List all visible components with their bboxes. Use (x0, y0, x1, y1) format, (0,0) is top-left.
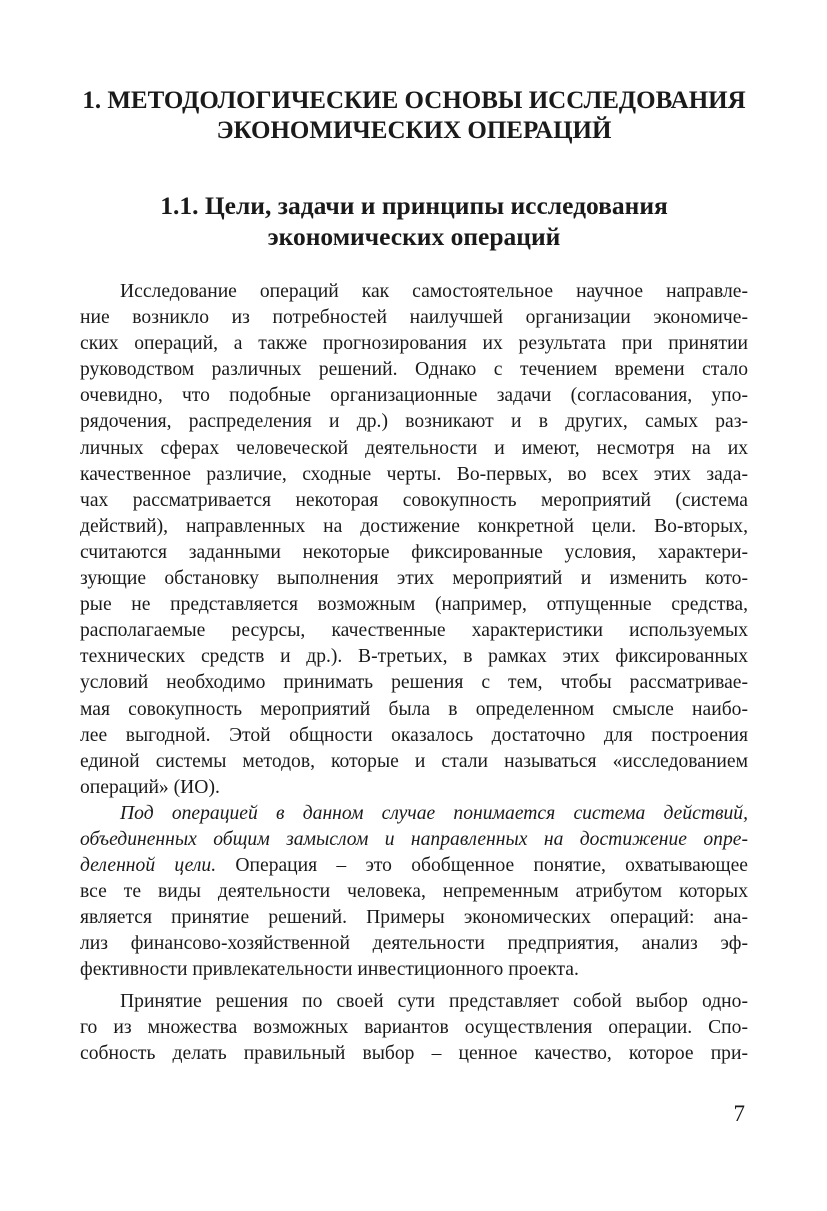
paragraph-line: чах рассматривается некоторая совокупность мероприятий (система (80, 489, 748, 511)
chapter-title (80, 86, 748, 146)
paragraph-line: располагаемые ресурсы, качественные характеристики используемых (80, 620, 748, 642)
paragraph-line: фективности привлекательности инвестиционного проекта. (80, 959, 579, 981)
body-text (80, 279, 748, 1067)
paragraph-line: лиз финансово-хозяйственной деятельности предприятия, анализ эф- (80, 933, 748, 955)
paragraph-line: ских операций, а также прогнозирования их результата при принятии (80, 333, 748, 355)
paragraph-line: рые не представляется возможным (например, отпущенные средства, (80, 594, 748, 616)
paragraph-line: считаются заданными некоторые фиксированные условия, характери- (80, 541, 748, 563)
section-title (80, 190, 748, 252)
paragraph-line: лее выгодной. Этой общности оказалось достаточно для построения (80, 724, 748, 746)
paragraph-line: действий), направленных на достижение конкретной цели. Во-вторых, (80, 515, 748, 537)
paragraph-2 (80, 801, 748, 984)
section-title-line-1: 1.1. Цели, задачи и принципы исследования (160, 191, 668, 220)
paragraph-1 (80, 279, 748, 801)
paragraph-line: технических средств и др.). В-третьих, в рамках этих фиксированных (80, 646, 748, 668)
paragraph-line-italic: Под операцией в данном случае понимается система действий, (120, 802, 748, 824)
paragraph-line: Принятие решения по своей сути представляет собой выбор одно- (120, 990, 748, 1012)
paragraph-line: мая совокупность мероприятий была в определенном смысле наибо- (80, 698, 748, 720)
paragraph-line: единой системы методов, которые и стали называться «исследованием (80, 750, 748, 772)
paragraph-line: является принятие решений. Примеры экономических операций: ана- (80, 907, 748, 929)
paragraph-line: операций» (ИО). (80, 776, 220, 798)
paragraph-line-mixed (80, 853, 748, 879)
paragraph-line: рядочения, распределения и др.) возникают и в других, самых раз- (80, 411, 748, 433)
definition-italic-end: деленной цели. (80, 855, 217, 877)
section-title-line-2: экономических операций (267, 222, 561, 251)
chapter-title-line-1: 1. МЕТОДОЛОГИЧЕСКИЕ ОСНОВЫ ИССЛЕДОВАНИЯ (82, 87, 746, 114)
chapter-title-line-2: ЭКОНОМИЧЕСКИХ ОПЕРАЦИЙ (216, 117, 612, 144)
paragraph-line: условий необходимо принимать решения с тем, чтобы рассматривае- (80, 672, 748, 694)
paragraph-line: Исследование операций как самостоятельное научное направле- (120, 281, 748, 302)
paragraph-line: руководством различных решений. Однако с течением времени стало (80, 359, 748, 381)
definition-continuation: Операция – это обобщенное понятие, охватывающее (216, 855, 748, 877)
paragraph-line: собность делать правильный выбор – ценное качество, которое при- (80, 1042, 748, 1064)
paragraph-line: го из множества возможных вариантов осуществления операции. Спо- (80, 1016, 748, 1038)
paragraph-line-italic: объединенных общим замыслом и направленных на достижение опре- (80, 828, 748, 850)
page-number: 7 (733, 1101, 745, 1126)
paragraph-line: ние возникло из потребностей наилучшей организации экономиче- (80, 307, 748, 329)
paragraph-line: качественное различие, сходные черты. Во-первых, во всех этих зада- (80, 463, 748, 485)
paragraph-line: зующие обстановку выполнения этих мероприятий и изменить кото- (80, 568, 748, 590)
paragraph-line: все те виды деятельности человека, непременным атрибутом которых (80, 881, 748, 903)
paragraph-line: очевидно, что подобные организационные задачи (согласования, упо- (80, 385, 748, 407)
paragraph-3 (80, 989, 748, 1067)
paragraph-line: личных сферах человеческой деятельности и имеют, несмотря на их (80, 437, 748, 459)
